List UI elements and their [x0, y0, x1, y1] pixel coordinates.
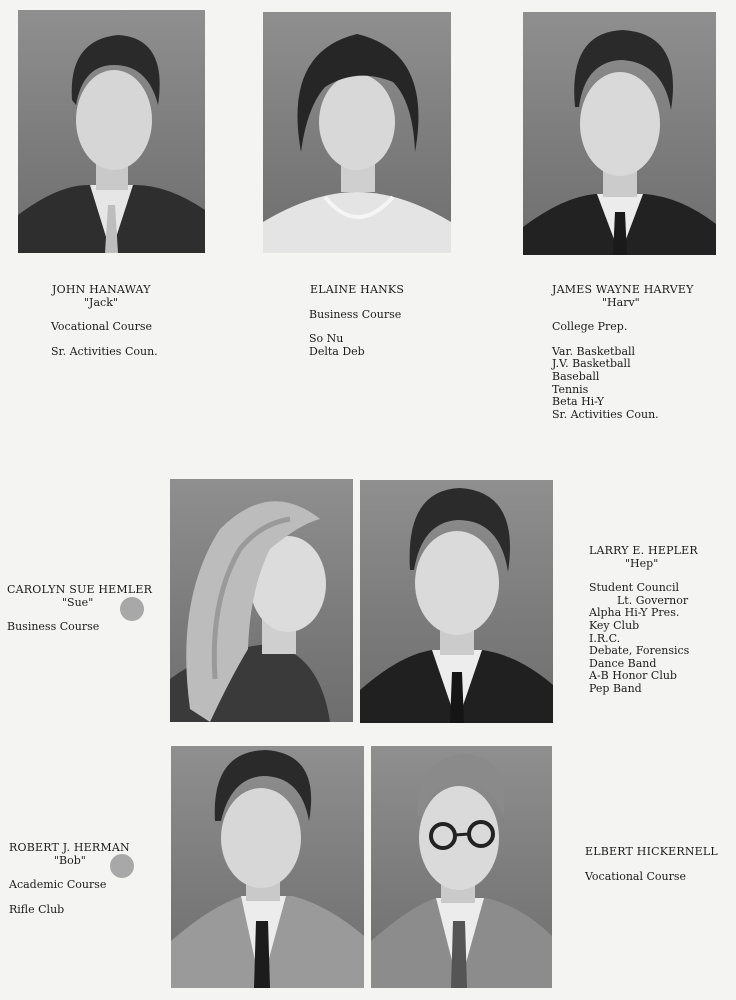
student-entry-hickernell: [585, 846, 718, 883]
student-name: LARRY E. HEPLER: [589, 544, 698, 557]
student-name: JAMES WAYNE HARVEY: [552, 283, 694, 296]
student-entry-harvey: [552, 284, 694, 421]
student-activity: Pep Band: [589, 681, 642, 695]
portrait-elbert-hickernell: [371, 746, 552, 988]
student-activity: Lt. Governor: [617, 593, 689, 607]
portrait-robert-j-herman: [171, 746, 364, 988]
student-entry-hanaway: [51, 284, 158, 358]
student-activity: Beta Hi-Y: [552, 395, 604, 409]
student-name: JOHN HANAWAY: [52, 283, 151, 296]
student-nickname: "Jack": [84, 295, 118, 309]
student-nickname: "Bob": [54, 853, 86, 867]
student-activity: Dance Band: [589, 656, 657, 670]
student-nickname: "Hep": [625, 556, 659, 570]
portrait-larry-e-hepler: [360, 480, 553, 723]
student-activity: Baseball: [552, 369, 600, 383]
portrait-john-hanaway: [18, 10, 205, 253]
student-course: Business Course: [7, 620, 100, 634]
student-course: Academic Course: [9, 878, 107, 892]
student-name: ELBERT HICKERNELL: [585, 845, 718, 858]
student-entry-herman: [9, 842, 130, 916]
student-course: Vocational Course: [51, 320, 153, 334]
portrait-james-wayne-harvey: [523, 12, 716, 255]
student-name: ROBERT J. HERMAN: [9, 841, 130, 854]
student-activity: J.V. Basketball: [552, 357, 631, 371]
student-name: CAROLYN SUE HEMLER: [7, 583, 153, 596]
student-activity: Var. Basketball: [552, 344, 636, 358]
seal-dot: [120, 597, 144, 621]
student-activity: I.R.C.: [589, 631, 621, 645]
student-activity: Alpha Hi-Y Pres.: [589, 606, 680, 620]
seal-dot: [110, 854, 134, 878]
student-activity: Delta Deb: [309, 344, 365, 358]
student-name: ELAINE HANKS: [310, 283, 405, 296]
student-activity: Sr. Activities Coun.: [552, 407, 659, 421]
student-activity: Debate, Forensics: [589, 644, 690, 658]
portrait-carolyn-sue-hemler: [170, 479, 353, 722]
student-course: Business Course: [309, 307, 402, 321]
student-nickname: "Sue": [62, 595, 94, 609]
student-activity: A-B Honor Club: [589, 669, 677, 683]
student-course: Vocational Course: [585, 869, 687, 883]
student-activity: Student Council: [589, 581, 679, 595]
student-activity: Sr. Activities Coun.: [51, 344, 158, 358]
student-entry-hepler: [589, 545, 698, 696]
student-activity: Key Club: [589, 618, 640, 632]
student-course: College Prep.: [552, 320, 628, 334]
portrait-elaine-hanks: [263, 12, 451, 253]
student-activity: Tennis: [552, 382, 589, 396]
student-entry-hanks: [309, 284, 404, 358]
student-activity: So Nu: [309, 332, 344, 346]
student-nickname: "Harv": [602, 295, 640, 309]
student-activity: Rifle Club: [9, 902, 65, 916]
